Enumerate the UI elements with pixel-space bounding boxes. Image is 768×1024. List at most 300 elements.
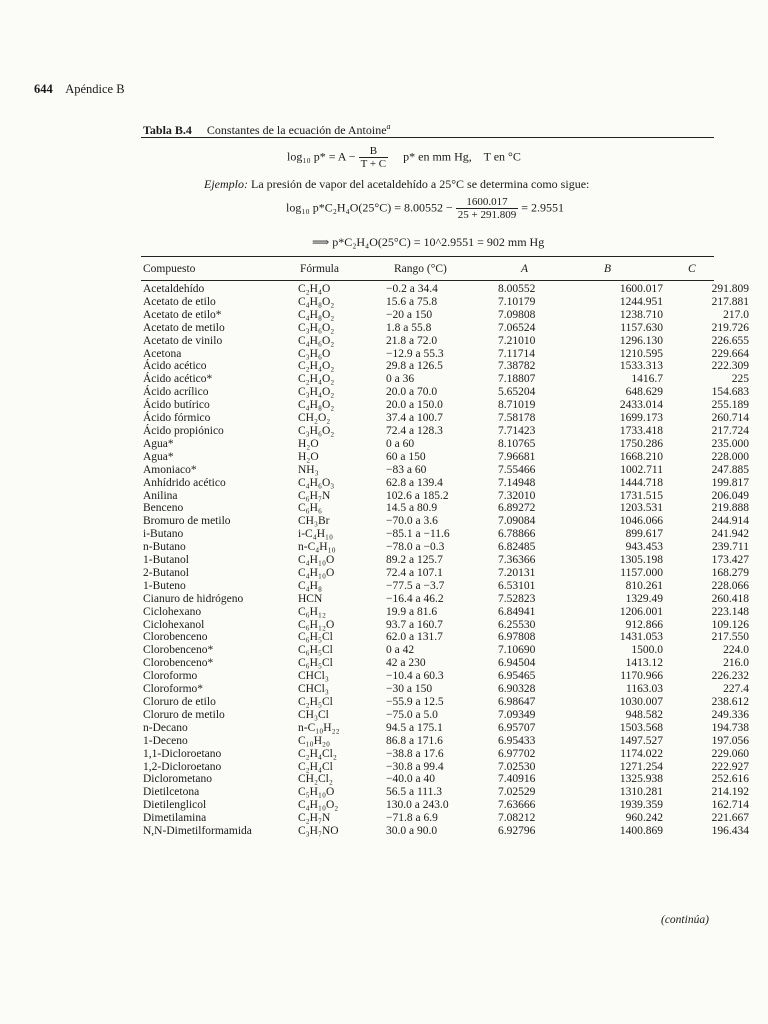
cell-range: 21.8 a 72.0 — [386, 334, 438, 347]
cell-range: 29.8 a 126.5 — [386, 360, 443, 373]
cell-c: 222.927 — [711, 760, 749, 773]
cell-a: 7.11714 — [498, 347, 535, 360]
cell-c: 199.817 — [711, 476, 749, 489]
cell-a: 8.00552 — [498, 283, 536, 295]
cell-c: 222.309 — [711, 360, 749, 373]
table-row — [143, 464, 749, 477]
table-body — [143, 283, 749, 838]
cell-formula: C₆H₁₂O — [298, 618, 335, 631]
cell-c: 217.881 — [711, 295, 749, 308]
table-row — [143, 373, 749, 386]
table-row — [143, 541, 749, 554]
cell-c: 244.914 — [711, 515, 749, 528]
cell-c: 224.0 — [723, 644, 749, 657]
cell-range: 14.5 a 80.9 — [386, 502, 438, 515]
cell-a: 6.94504 — [498, 657, 536, 670]
cell-formula: NH₃ — [298, 463, 319, 476]
cell-b: 1305.198 — [619, 554, 663, 567]
cell-name: Acetato de metilo — [143, 321, 225, 334]
example-line1-rhs: = 2.9551 — [521, 200, 564, 215]
table-row — [143, 735, 749, 748]
cell-c: 226.655 — [711, 334, 749, 347]
cell-formula: C₅H₁₀O — [298, 786, 335, 799]
cell-c: 173.427 — [711, 554, 749, 567]
cell-name: 1,1-Dicloroetano — [143, 747, 222, 760]
cell-range: −38.8 a 17.6 — [386, 747, 444, 760]
cell-formula: C₆H₇N — [298, 489, 331, 502]
cell-name: Ácido acético — [143, 360, 207, 373]
cell-formula: CH₃Br — [298, 515, 330, 528]
cell-name: Ciclohexanol — [143, 618, 205, 631]
cell-formula: HCN — [298, 592, 323, 605]
cell-range: −40.0 a 40 — [386, 773, 435, 786]
cell-c: 216.0 — [723, 657, 749, 670]
cell-name: Amoniaco* — [143, 463, 197, 476]
cell-a: 7.21010 — [498, 334, 536, 347]
cell-c: 227.4 — [723, 683, 749, 696]
cell-b: 1939.359 — [619, 799, 663, 812]
cell-a: 7.14948 — [498, 476, 536, 489]
cell-b: 1731.515 — [619, 489, 663, 502]
table-row — [143, 709, 749, 722]
top-rule — [141, 137, 714, 138]
cell-a: 6.95707 — [498, 721, 536, 734]
cell-range: −77.5 a −3.7 — [386, 579, 445, 592]
cell-range: −30 a 150 — [386, 683, 433, 696]
cell-range: −20 a 150 — [386, 308, 433, 321]
table-row — [143, 360, 749, 373]
col-header-b: B — [604, 263, 612, 275]
table-row — [143, 657, 749, 670]
cell-formula: C₆H₁₂ — [298, 605, 327, 618]
cell-b: 1500.0 — [631, 644, 663, 657]
cell-range: 72.4 a 128.3 — [386, 424, 443, 437]
equation-numerator: B — [359, 145, 389, 158]
cell-b: 1244.951 — [619, 295, 663, 308]
section-title: Apéndice B — [65, 82, 125, 96]
table-caption — [143, 122, 391, 138]
table-row — [143, 580, 749, 593]
cell-c: 194.738 — [711, 721, 749, 734]
table-row — [143, 309, 749, 322]
cell-range: 20.0 a 70.0 — [386, 386, 438, 399]
cell-a: 6.98647 — [498, 696, 536, 708]
cell-c: 229.664 — [711, 347, 749, 360]
cell-formula: C₂H₄Cl — [298, 760, 333, 773]
cell-a: 7.55466 — [498, 463, 536, 476]
table-row — [143, 528, 749, 541]
cell-b: 1157.000 — [620, 566, 663, 579]
col-header-compuesto: Compuesto — [143, 263, 196, 275]
table-row — [143, 593, 749, 606]
header-top-rule — [141, 256, 714, 257]
cell-range: −0.2 a 34.4 — [386, 283, 438, 295]
cell-formula: C₁₀H₂₀ — [298, 734, 331, 747]
cell-range: −16.4 a 46.2 — [386, 592, 444, 605]
cell-range: 56.5 a 111.3 — [386, 786, 443, 799]
cell-name: 1-Buteno — [143, 579, 186, 592]
cell-b: 1413.12 — [625, 657, 663, 670]
cell-formula: C₄H₈O₂ — [298, 295, 335, 308]
cell-name: Benceno — [143, 502, 184, 515]
cell-name: Dietilcetona — [143, 786, 200, 799]
cell-range: 72.4 a 107.1 — [386, 566, 443, 579]
cell-c: 249.336 — [711, 708, 749, 721]
cell-name: Cloroformo* — [143, 683, 204, 696]
table-row — [143, 335, 749, 348]
cell-c: 247.885 — [711, 463, 749, 476]
cell-a: 6.78866 — [498, 528, 536, 541]
cell-range: 62.8 a 139.4 — [386, 476, 443, 489]
cell-range: 130.0 a 243.0 — [386, 799, 449, 812]
cell-c: 219.726 — [711, 321, 749, 334]
cell-formula: C₃H₆O — [298, 347, 331, 360]
cell-formula: C₃H₇NO — [298, 825, 339, 838]
cell-range: 15.6 a 75.8 — [386, 295, 438, 308]
cell-c: 225 — [731, 373, 749, 386]
table-row — [143, 825, 749, 838]
cell-name: Acetaldehído — [143, 283, 205, 295]
cell-a: 7.58178 — [498, 412, 536, 425]
cell-formula: C₄H₆O₃ — [298, 476, 335, 489]
cell-a: 7.09808 — [498, 308, 536, 321]
cell-name: Bromuro de metilo — [143, 515, 231, 528]
cell-c: 229.060 — [711, 747, 749, 760]
cell-b: 1170.966 — [620, 670, 663, 683]
cell-formula: C₃H₆O₂ — [298, 424, 335, 437]
cell-name: Anilina — [143, 489, 178, 502]
table-row — [143, 567, 749, 580]
cell-c: 255.189 — [711, 399, 749, 412]
cell-range: −85.1 a −11.6 — [386, 528, 450, 541]
cell-formula: C₂H₇N — [298, 812, 331, 825]
example-fraction — [456, 196, 518, 221]
cell-c: 168.279 — [711, 566, 749, 579]
cell-b: 948.582 — [625, 708, 663, 721]
cell-formula: C₂H₅Cl — [298, 696, 333, 708]
cell-c: 228.000 — [711, 450, 749, 463]
cell-name: Agua* — [143, 437, 174, 450]
cell-name: Acetona — [143, 347, 182, 360]
cell-name: Acetato de vinilo — [143, 334, 223, 347]
cell-range: −83 a 60 — [386, 463, 427, 476]
cell-formula: C₆H₆ — [298, 502, 322, 515]
cell-c: 228.066 — [711, 579, 749, 592]
cell-a: 7.38782 — [498, 360, 536, 373]
cell-b: 1533.313 — [619, 360, 663, 373]
cell-name: 1,2-Dicloroetano — [143, 760, 222, 773]
cell-name: Cianuro de hidrógeno — [143, 592, 244, 605]
cell-name: Anhídrido acético — [143, 476, 226, 489]
table-row — [143, 296, 749, 309]
cell-c: 238.612 — [711, 696, 749, 708]
cell-a: 7.63666 — [498, 799, 536, 812]
antoine-table — [143, 283, 749, 838]
cell-name: Agua* — [143, 450, 174, 463]
cell-b: 1733.418 — [619, 424, 663, 437]
example-denominator: 25 + 291.809 — [457, 209, 517, 221]
cell-range: 93.7 a 160.7 — [386, 618, 443, 631]
cell-formula: H₂O — [298, 450, 319, 463]
cell-b: 1203.531 — [619, 502, 663, 515]
cell-a: 6.25530 — [498, 618, 536, 631]
cell-name: Acetato de etilo* — [143, 308, 222, 321]
cell-b: 1174.022 — [620, 747, 663, 760]
table-label: Tabla B.4 — [143, 123, 192, 137]
cell-name: Dietilenglicol — [143, 799, 207, 812]
cell-range: 0 a 36 — [386, 373, 415, 386]
cell-range: −78.0 a −0.3 — [386, 541, 445, 554]
table-row — [143, 515, 749, 528]
cell-b: 1163.03 — [626, 683, 663, 696]
cell-formula: C₂H₄O₂ — [298, 360, 335, 373]
cell-range: −71.8 a 6.9 — [386, 812, 438, 825]
cell-c: 214.192 — [711, 786, 749, 799]
cell-formula: CH₂O₂ — [298, 412, 331, 425]
cell-range: −30.8 a 99.4 — [386, 760, 444, 773]
cell-a: 6.89272 — [498, 502, 536, 515]
antoine-equation — [287, 145, 521, 170]
cell-b: 899.617 — [625, 528, 663, 541]
cell-name: i-Butano — [143, 528, 184, 541]
cell-c: 162.714 — [711, 799, 749, 812]
cell-a: 6.95433 — [498, 734, 536, 747]
cell-range: 30.0 a 90.0 — [386, 825, 438, 838]
cell-formula: C₄H₈ — [298, 579, 322, 592]
cell-b: 1699.173 — [619, 412, 663, 425]
table-row — [143, 322, 749, 335]
cell-formula: C₄H₆O₂ — [298, 334, 335, 347]
cell-formula: CH₃Cl — [298, 708, 329, 721]
table-row — [143, 644, 749, 657]
cell-name: Cloroformo — [143, 670, 198, 683]
cell-a: 8.10765 — [498, 437, 536, 450]
cell-c: 291.809 — [711, 283, 749, 295]
cell-formula: CHCl₃ — [298, 683, 329, 696]
cell-a: 7.18807 — [498, 373, 536, 386]
table-row — [143, 696, 749, 709]
cell-b: 1503.568 — [619, 721, 663, 734]
table-row — [143, 722, 749, 735]
cell-a: 7.52823 — [498, 592, 536, 605]
cell-b: 1329.49 — [625, 592, 663, 605]
cell-formula: n-C₄H₁₀ — [298, 541, 336, 554]
table-row — [143, 438, 749, 451]
continuation-note: (continúa) — [661, 914, 709, 926]
cell-c: 196.434 — [711, 825, 749, 838]
cell-b: 1046.066 — [619, 515, 663, 528]
col-header-c: C — [688, 263, 696, 275]
cell-formula: CHCl₃ — [298, 670, 329, 683]
cell-b: 1400.869 — [619, 825, 663, 838]
cell-a: 7.09349 — [498, 708, 536, 721]
cell-name: Ácido butírico — [143, 399, 210, 412]
cell-b: 1325.938 — [619, 773, 663, 786]
cell-formula: C₄H₈O₂ — [298, 308, 335, 321]
cell-formula: H₂O — [298, 437, 319, 450]
cell-name: 1-Deceno — [143, 734, 188, 747]
cell-c: 217.724 — [711, 424, 749, 437]
cell-formula: C₄H₁₀O₂ — [298, 799, 339, 812]
table-row — [143, 399, 749, 412]
cell-a: 6.82485 — [498, 541, 536, 554]
table-title: Constantes de la ecuación de Antoine — [206, 123, 387, 137]
example-line1-lhs: log₁₀ p*C₂H₄O(25°C) = 8.00552 − — [286, 200, 453, 215]
cell-b: 960.242 — [625, 812, 663, 825]
cell-range: 62.0 a 131.7 — [386, 631, 443, 644]
cell-a: 7.71423 — [498, 424, 536, 437]
cell-name: Clorobenceno* — [143, 644, 214, 657]
cell-name: Cloruro de etilo — [143, 696, 216, 708]
cell-range: 94.5 a 175.1 — [386, 721, 443, 734]
cell-name: n-Decano — [143, 721, 188, 734]
footnote-mark: a — [386, 122, 391, 131]
cell-a: 7.40916 — [498, 773, 536, 786]
cell-range: 86.8 a 171.6 — [386, 734, 443, 747]
table-row — [143, 283, 749, 296]
cell-a: 7.02529 — [498, 786, 536, 799]
example-lead: Ejemplo: — [204, 177, 248, 191]
cell-b: 1600.017 — [619, 283, 663, 295]
running-head — [34, 82, 125, 97]
table-row — [143, 425, 749, 438]
cell-formula: C₃H₆O₂ — [298, 321, 335, 334]
table-row — [143, 490, 749, 503]
cell-name: Cloruro de metilo — [143, 708, 225, 721]
table-row — [143, 786, 749, 799]
cell-c: 206.049 — [711, 489, 749, 502]
cell-c: 223.148 — [711, 605, 749, 618]
cell-a: 6.90328 — [498, 683, 536, 696]
cell-name: Clorobenceno — [143, 631, 208, 644]
cell-c: 252.616 — [711, 773, 749, 786]
cell-range: 37.4 a 100.7 — [386, 412, 443, 425]
equation-lhs: log₁₀ p* = A − — [287, 149, 356, 164]
cell-b: 1296.130 — [619, 334, 663, 347]
cell-b: 2433.014 — [619, 399, 663, 412]
cell-range: 102.6 a 185.2 — [386, 489, 449, 502]
table-row — [143, 631, 749, 644]
cell-c: 235.000 — [711, 437, 749, 450]
cell-range: 0 a 42 — [386, 644, 415, 657]
cell-name: Ciclohexano — [143, 605, 202, 618]
cell-formula: CH₂Cl₂ — [298, 773, 333, 786]
cell-name: 1-Butanol — [143, 554, 189, 567]
cell-b: 1238.710 — [619, 308, 663, 321]
cell-name: Dimetilamina — [143, 812, 207, 825]
table-row — [143, 773, 749, 786]
cell-name: Ácido fórmico — [143, 412, 211, 425]
cell-range: −10.4 a 60.3 — [386, 670, 444, 683]
table-row — [143, 748, 749, 761]
table-row — [143, 386, 749, 399]
cell-c: 219.888 — [711, 502, 749, 515]
cell-range: 0 a 60 — [386, 437, 415, 450]
cell-b: 1030.007 — [619, 696, 663, 708]
cell-a: 7.36366 — [498, 554, 536, 567]
cell-b: 943.453 — [625, 541, 663, 554]
col-header-a: A — [521, 263, 529, 275]
cell-c: 197.056 — [711, 734, 749, 747]
cell-range: 20.0 a 150.0 — [386, 399, 443, 412]
cell-range: 42 a 230 — [386, 657, 426, 670]
table-row — [143, 761, 749, 774]
equation-fraction — [359, 145, 389, 170]
cell-range: 1.8 a 55.8 — [386, 321, 432, 334]
cell-formula: C₆H₅Cl — [298, 644, 333, 657]
table-row — [143, 799, 749, 812]
cell-b: 1668.210 — [619, 450, 663, 463]
cell-a: 7.06524 — [498, 321, 536, 334]
cell-formula: C₂H₄O₂ — [298, 373, 335, 386]
example-numerator: 1600.017 — [456, 196, 518, 209]
cell-a: 7.10179 — [498, 295, 536, 308]
cell-name: Acetato de etilo — [143, 295, 216, 308]
table-row — [143, 683, 749, 696]
cell-a: 5.65204 — [498, 386, 536, 399]
cell-a: 6.95465 — [498, 670, 536, 683]
cell-b: 648.629 — [625, 386, 663, 399]
cell-a: 6.84941 — [498, 605, 536, 618]
cell-c: 154.683 — [711, 386, 749, 399]
cell-name: Clorobenceno* — [143, 657, 214, 670]
example-text: La presión de vapor del acetaldehído a 25°C se determina como sigue: — [251, 177, 590, 191]
cell-formula: C₆H₅Cl — [298, 657, 333, 670]
cell-b: 1210.595 — [619, 347, 663, 360]
table-row — [143, 412, 749, 425]
page-number: 644 — [34, 82, 53, 96]
cell-name: Ácido acético* — [143, 373, 213, 386]
cell-formula: C₄H₈O₂ — [298, 399, 335, 412]
cell-a: 6.97808 — [498, 631, 536, 644]
cell-b: 1444.718 — [619, 476, 663, 489]
table-row — [143, 812, 749, 825]
cell-a: 6.92796 — [498, 825, 536, 838]
cell-range: −55.9 a 12.5 — [386, 696, 444, 708]
cell-a: 6.53101 — [498, 579, 536, 592]
cell-formula: C₄H₁₀O — [298, 566, 335, 579]
table-row — [143, 477, 749, 490]
equation-units: p* en mm Hg, — [403, 149, 472, 164]
cell-range: 19.9 a 81.6 — [386, 605, 438, 618]
example-intro — [204, 177, 589, 192]
cell-a: 6.97702 — [498, 747, 536, 760]
cell-name: N,N-Dimetilformamida — [143, 825, 252, 838]
cell-a: 7.32010 — [498, 489, 536, 502]
cell-c: 221.667 — [711, 812, 749, 825]
cell-b: 1002.711 — [620, 463, 663, 476]
cell-b: 1750.286 — [619, 437, 663, 450]
cell-formula: C₂H₄Cl₂ — [298, 747, 337, 760]
table-row — [143, 348, 749, 361]
cell-b: 1416.7 — [631, 373, 663, 386]
cell-formula: C₃H₄O₂ — [298, 386, 335, 399]
cell-a: 7.20131 — [498, 566, 536, 579]
cell-c: 260.714 — [711, 412, 749, 425]
table-row — [143, 554, 749, 567]
cell-b: 1206.001 — [619, 605, 663, 618]
col-header-formula: Fórmula — [300, 263, 339, 275]
cell-b: 1497.527 — [619, 734, 663, 747]
cell-range: −70.0 a 3.6 — [386, 515, 438, 528]
cell-c: 239.711 — [712, 541, 749, 554]
header-bottom-rule — [141, 280, 714, 281]
cell-a: 7.96681 — [498, 450, 536, 463]
table-row — [143, 619, 749, 632]
cell-c: 217.0 — [723, 308, 749, 321]
cell-range: −75.0 a 5.0 — [386, 708, 438, 721]
cell-b: 1271.254 — [619, 760, 663, 773]
